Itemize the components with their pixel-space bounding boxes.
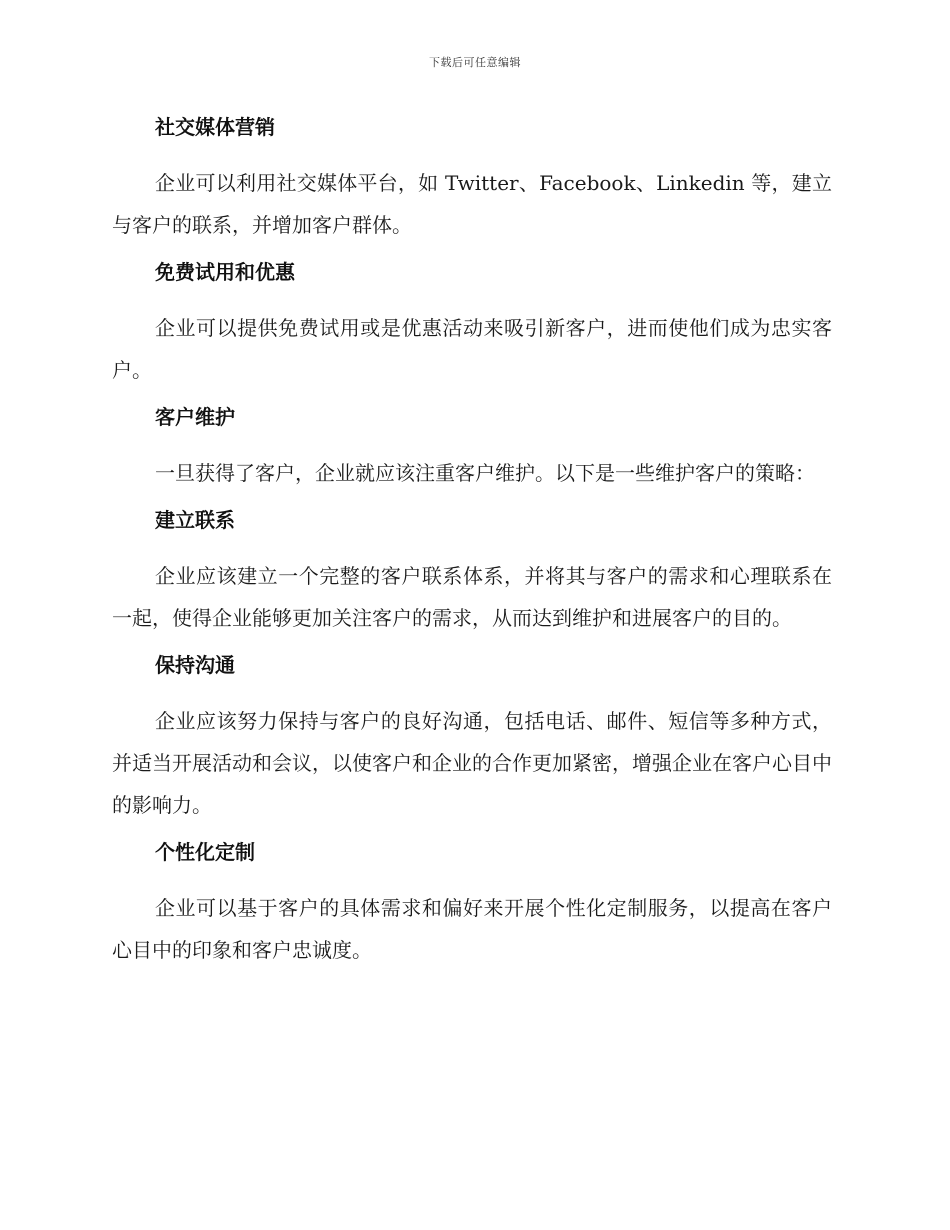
section-paragraph: 企业可以提供免费试用或是优惠活动来吸引新客户，进而使他们成为忠实客户。 — [112, 316, 832, 382]
page-header: 下载后可任意编辑 — [429, 56, 521, 69]
section-heading: 建立联系 — [155, 508, 235, 532]
section-paragraph: 一旦获得了客户，企业就应该注重客户维护。以下是一些维护客户的策略： — [155, 461, 815, 485]
section-paragraph: 企业应该努力保持与客户的良好沟通，包括电话、邮件、短信等多种方式，并适当开展活动和会议，以使客户和企业的合作更加紧密，增强企业在客户心目中的影响力。 — [112, 709, 832, 817]
section-paragraph: 企业可以利用社交媒体平台，如 Twitter、Facebook、Linkedin 等，建立与客户的联系，并增加客户群体。 — [112, 171, 832, 237]
section-paragraph: 企业应该建立一个完整的客户联系体系，并将其与客户的需求和心理联系在一起，使得企业能够更加关注客户的需求，从而达到维护和进展客户的目的。 — [112, 564, 832, 630]
section-heading: 保持沟通 — [155, 653, 235, 677]
section-heading: 免费试用和优惠 — [155, 260, 295, 284]
section-paragraph: 企业可以基于客户的具体需求和偏好来开展个性化定制服务，以提高在客户心目中的印象和客户忠诚度。 — [112, 896, 832, 962]
section-heading: 个性化定制 — [155, 840, 255, 864]
document-body — [112, 110, 832, 980]
section-heading: 社交媒体营销 — [155, 115, 275, 139]
section-heading: 客户维护 — [155, 405, 235, 429]
